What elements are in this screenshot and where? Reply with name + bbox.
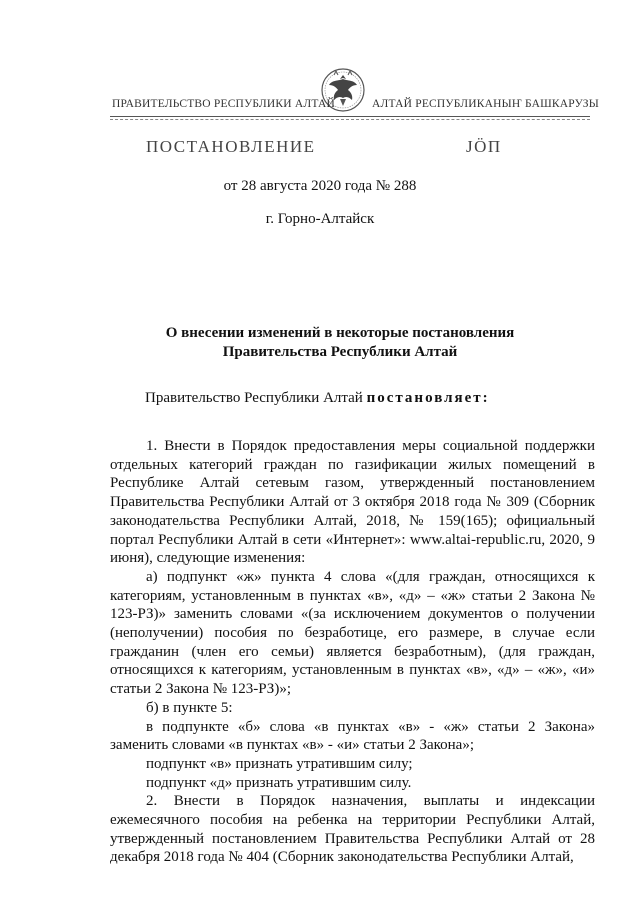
header-divider [110,116,590,117]
doc-type-left: ПОСТАНОВЛЕНИЕ [146,137,316,156]
preamble-bold: постановляет: [366,390,490,406]
paragraph: в подпункте «б» слова «в пунктах «в» - «ж» статьи 2 Закона» заменить словами «в пунктах «в» - «и» статьи 2 Закона»; [110,718,595,754]
paragraph: 1. Внести в Порядок предоставления меры социальной поддержки отдельных категорий граждан по газификации жилых помещений в Республике Алтай сетевым газом, утвержденный постановлением Правительства Республики Алтай от 3 октября 2018 года № 309 (Сборник законодательства Республики Алтай, 2018, № 159(165); официальный портал Республики Алтай в сети «Интернет»: www.altai-republic.ru, 2020, 9 июня), следующие изменения: [110,438,595,567]
document-body [110,437,595,867]
preamble-text: Правительство Республики Алтай [145,390,367,406]
date-line: от 28 августа 2020 года № 288 [223,178,417,194]
paragraph: б) в пункте 5: [146,699,233,716]
header-right: АЛТАЙ РЕСПУБЛИКАНЫҤ БАШКАРУЗЫ [372,98,599,110]
document-title [100,324,580,362]
header-divider-secondary [110,119,590,120]
doc-type-right: JÖП [466,137,502,156]
header-left: ПРАВИТЕЛЬСТВО РЕСПУБЛИКИ АЛТАЙ [112,98,336,110]
preamble [145,390,490,407]
paragraph: а) подпункт «ж» пункта 4 слова «(для граждан, относящихся к категориям, установленным в пунктах «в», «д» – «ж» статьи 2 Закона № 123-РЗ)» заменить словами «(за исключением документов о получении (неполучении) пособия по безработице, его размере, в случае если гражданин (член его семьи) является безработным), (для граждан, относящихся к категориям, установленным в пунктах «в», «д» – «ж», «и» статьи 2 Закона № 123-РЗ)»; [110,568,595,698]
paragraph: 2. Внести в Порядок назначения, выплаты и индексации ежемесячного пособия на ребенка на территории Республики Алтай, утвержденный постановлением Правительства Республики Алтай от 28 декабря 2018 года № 404 (Сборник законодательства Республики Алтай, [110,793,595,866]
title-line-1: О внесении изменений в некоторые постановления [165,325,515,341]
city-line: г. Горно-Алтайск [265,211,375,227]
paragraph: подпункт «д» признать утратившим силу. [146,774,412,791]
title-line-2: Правительства Республики Алтай [222,344,458,360]
paragraph: подпункт «в» признать утратившим силу; [146,755,413,772]
